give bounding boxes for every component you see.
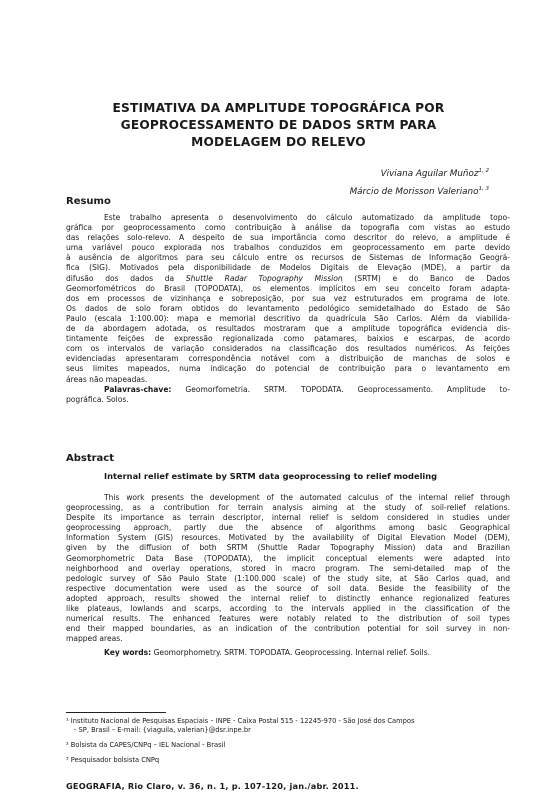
resumo-body [66,213,510,405]
journal-footer: GEOGRAFIA, Rio Claro, v. 36, n. 1, p. 107-120, jan./abr. 2011. [66,781,359,791]
abstract-line: end their mapped boundaries, as an indication of the contribution potential for soil survey in non- [66,624,510,634]
resumo-line: fica (SIG). Motivados pela disponibilidade de Modelos Digitais de Elevação (MDE), a partir da [66,263,510,273]
abstract-line: Information System (GIS) resources. Motivated by the availability of Digital Elevation Model (DEM), [66,533,510,543]
abstract-keywords [66,648,510,658]
mission-name: Shuttle Radar Topography Mission [185,273,343,283]
resumo-keywords-cont: pográfica. Solos. [66,394,129,404]
title-line: GEOPROCESSAMENTO DE DADOS SRTM PARA [120,118,437,132]
author [350,164,489,182]
resumo-line: evidenciadas apresentaram correspondência notável com a distribuição de manchas de solos e [66,354,510,364]
abstract-heading: Abstract [66,453,115,464]
resumo-line: Paulo (escala 1:100.00): mapa e memorial descritivo da quadrícula São Carlos. Além da viabilida- [66,313,510,323]
footnote-line: ² Bolsista da CAPES/CNPq – IEL Nacional - Brasil [66,741,226,749]
abstract-line: adopted approach, results showed the internal relief to distinctly enhance regionalized features [66,593,510,603]
author-list [350,164,489,200]
keywords-text: Geomorphometry. SRTM. TOPODATA. Geoprocessing. Internal relief. Soils. [153,648,431,658]
footnote-line: - SP, Brasil – E-mail: {viaguila, valerian}@dsr.inpe.br [74,726,251,734]
abstract-line: numerical results. The enhanced features were notably related to the distribution of soil types [66,614,510,624]
footnote-3 [66,756,510,765]
title-line: MODELAGEM DO RELEVO [191,135,366,149]
paper-title [60,100,497,151]
author-affiliation-marks: 1, 3 [478,185,489,192]
resumo-line: áreas não mapeadas. [66,374,148,384]
author-affiliation-marks: 1, 2 [478,168,489,174]
abstract-line: Despite its importance as terrain descriptor, internal relief is seldom considered in studies under [66,513,510,523]
footnote-divider [66,712,166,713]
keywords-label: Palavras-chave: [104,384,172,394]
resumo-line: à ausência de algoritmos para seu cálculo entre os recursos de Sistemas de Informação Geográ- [66,253,510,263]
resumo-line: difusão dos dados da Shuttle Radar Topography Mission (SRTM) e do Banco de Dados [66,273,510,283]
resumo-line: gráfica por geoprocessamento como contribuição à análise da topografia com vistas ao estudo [66,223,510,233]
abstract-line: neighborhood and overlay operations, stored in macro program. The semi-detailed map of the [66,563,510,573]
abstract-line: mapped areas. [66,634,123,644]
resumo-line: das relações solo-relevo. A despeito de sua importância como descritor do relevo, a amplitude é [66,233,510,243]
abstract-line: respective documentation were used as the source of soil data. Beside the feasibility of the [66,583,510,593]
resumo-line: de da abordagem adotada, os resultados mostraram que a amplitude topográfica evidencia dis- [66,324,510,334]
author [350,182,489,200]
footnote-2 [66,741,510,750]
author-name: Márcio de Morisson Valeriano [349,186,479,197]
title-line: ESTIMATIVA DA AMPLITUDE TOPOGRÁFICA POR [112,101,445,115]
footnote-line: ¹ Instituto Nacional de Pesquisas Espaciais – INPE - Caixa Postal 515 - 12245-970 - São José dos Campos [66,717,415,725]
resumo-line: dos em processos de vizinhança e sobreposição, por sua vez estruturados em programa de lote. [66,293,510,303]
resumo-heading: Resumo [66,196,111,207]
resumo-line: com os intervalos de variação considerados na classificação dos resultados numéricos. As feições [66,344,510,354]
footnote-line: ³ Pesquisador bolsista CNPq [66,756,160,764]
abstract-line: like plateaus, lowlands and scarps, according to the intervals applied in the classification of the [66,604,510,614]
abstract-line: pedologic survey of São Paulo State (1:100.000 scale) of the study site, at São Carlos quad, and [66,573,510,583]
keywords-text: Geomorfometria. SRTM. TOPODATA. Geoprocessamento. Amplitude to- [185,384,510,394]
resumo-keywords [66,385,510,395]
resumo-line: seus limites mapeados, numa indicação do potencial de contribuição para o levantamento em [66,364,510,374]
resumo-line: Este trabalho apresenta o desenvolvimento do cálculo automatizado da amplitude topo- [104,213,510,222]
abstract-line: Geomorphometric Data Base (TOPODATA), the implicit conceptual elements were adapted into [66,553,510,563]
resumo-line: Geomorfométricos do Brasil (TOPODATA), os elementos implícitos em seu conceito foram adapta- [66,283,510,293]
abstract-line: geoprocessing approach, partly due the absence of algorithms among basic Geographical [66,523,510,533]
abstract-title: Internal relief estimate by SRTM data geoprocessing to relief modeling [104,471,438,481]
resumo-line: Os dados de solo foram obtidos do levantamento pedológico semidetalhado do Estado de São [66,303,510,313]
keywords-label: Key words: [104,648,152,658]
resumo-line: tintamente feições de expressão regionalizada como patamares, baixios e escarpas, de acordo [66,334,510,344]
author-name: Viviana Aguilar Muñoz [380,168,479,179]
abstract-line: geoprocessing, as a contribution for terrain analysis aiming at the study of soil-relief relations. [66,503,510,513]
abstract-body [66,493,510,659]
footnote-1 [66,717,510,735]
resumo-line: uma variável pouco explorada nos trabalhos conduzidos em geoprocessamento em parte devido [66,243,510,253]
abstract-line: given by the diffusion of both SRTM (Shuttle Radar Topography Mission) data and Brazilian [66,543,510,553]
abstract-line: This work presents the development of the automated calculus of the internal relief through [104,493,510,502]
